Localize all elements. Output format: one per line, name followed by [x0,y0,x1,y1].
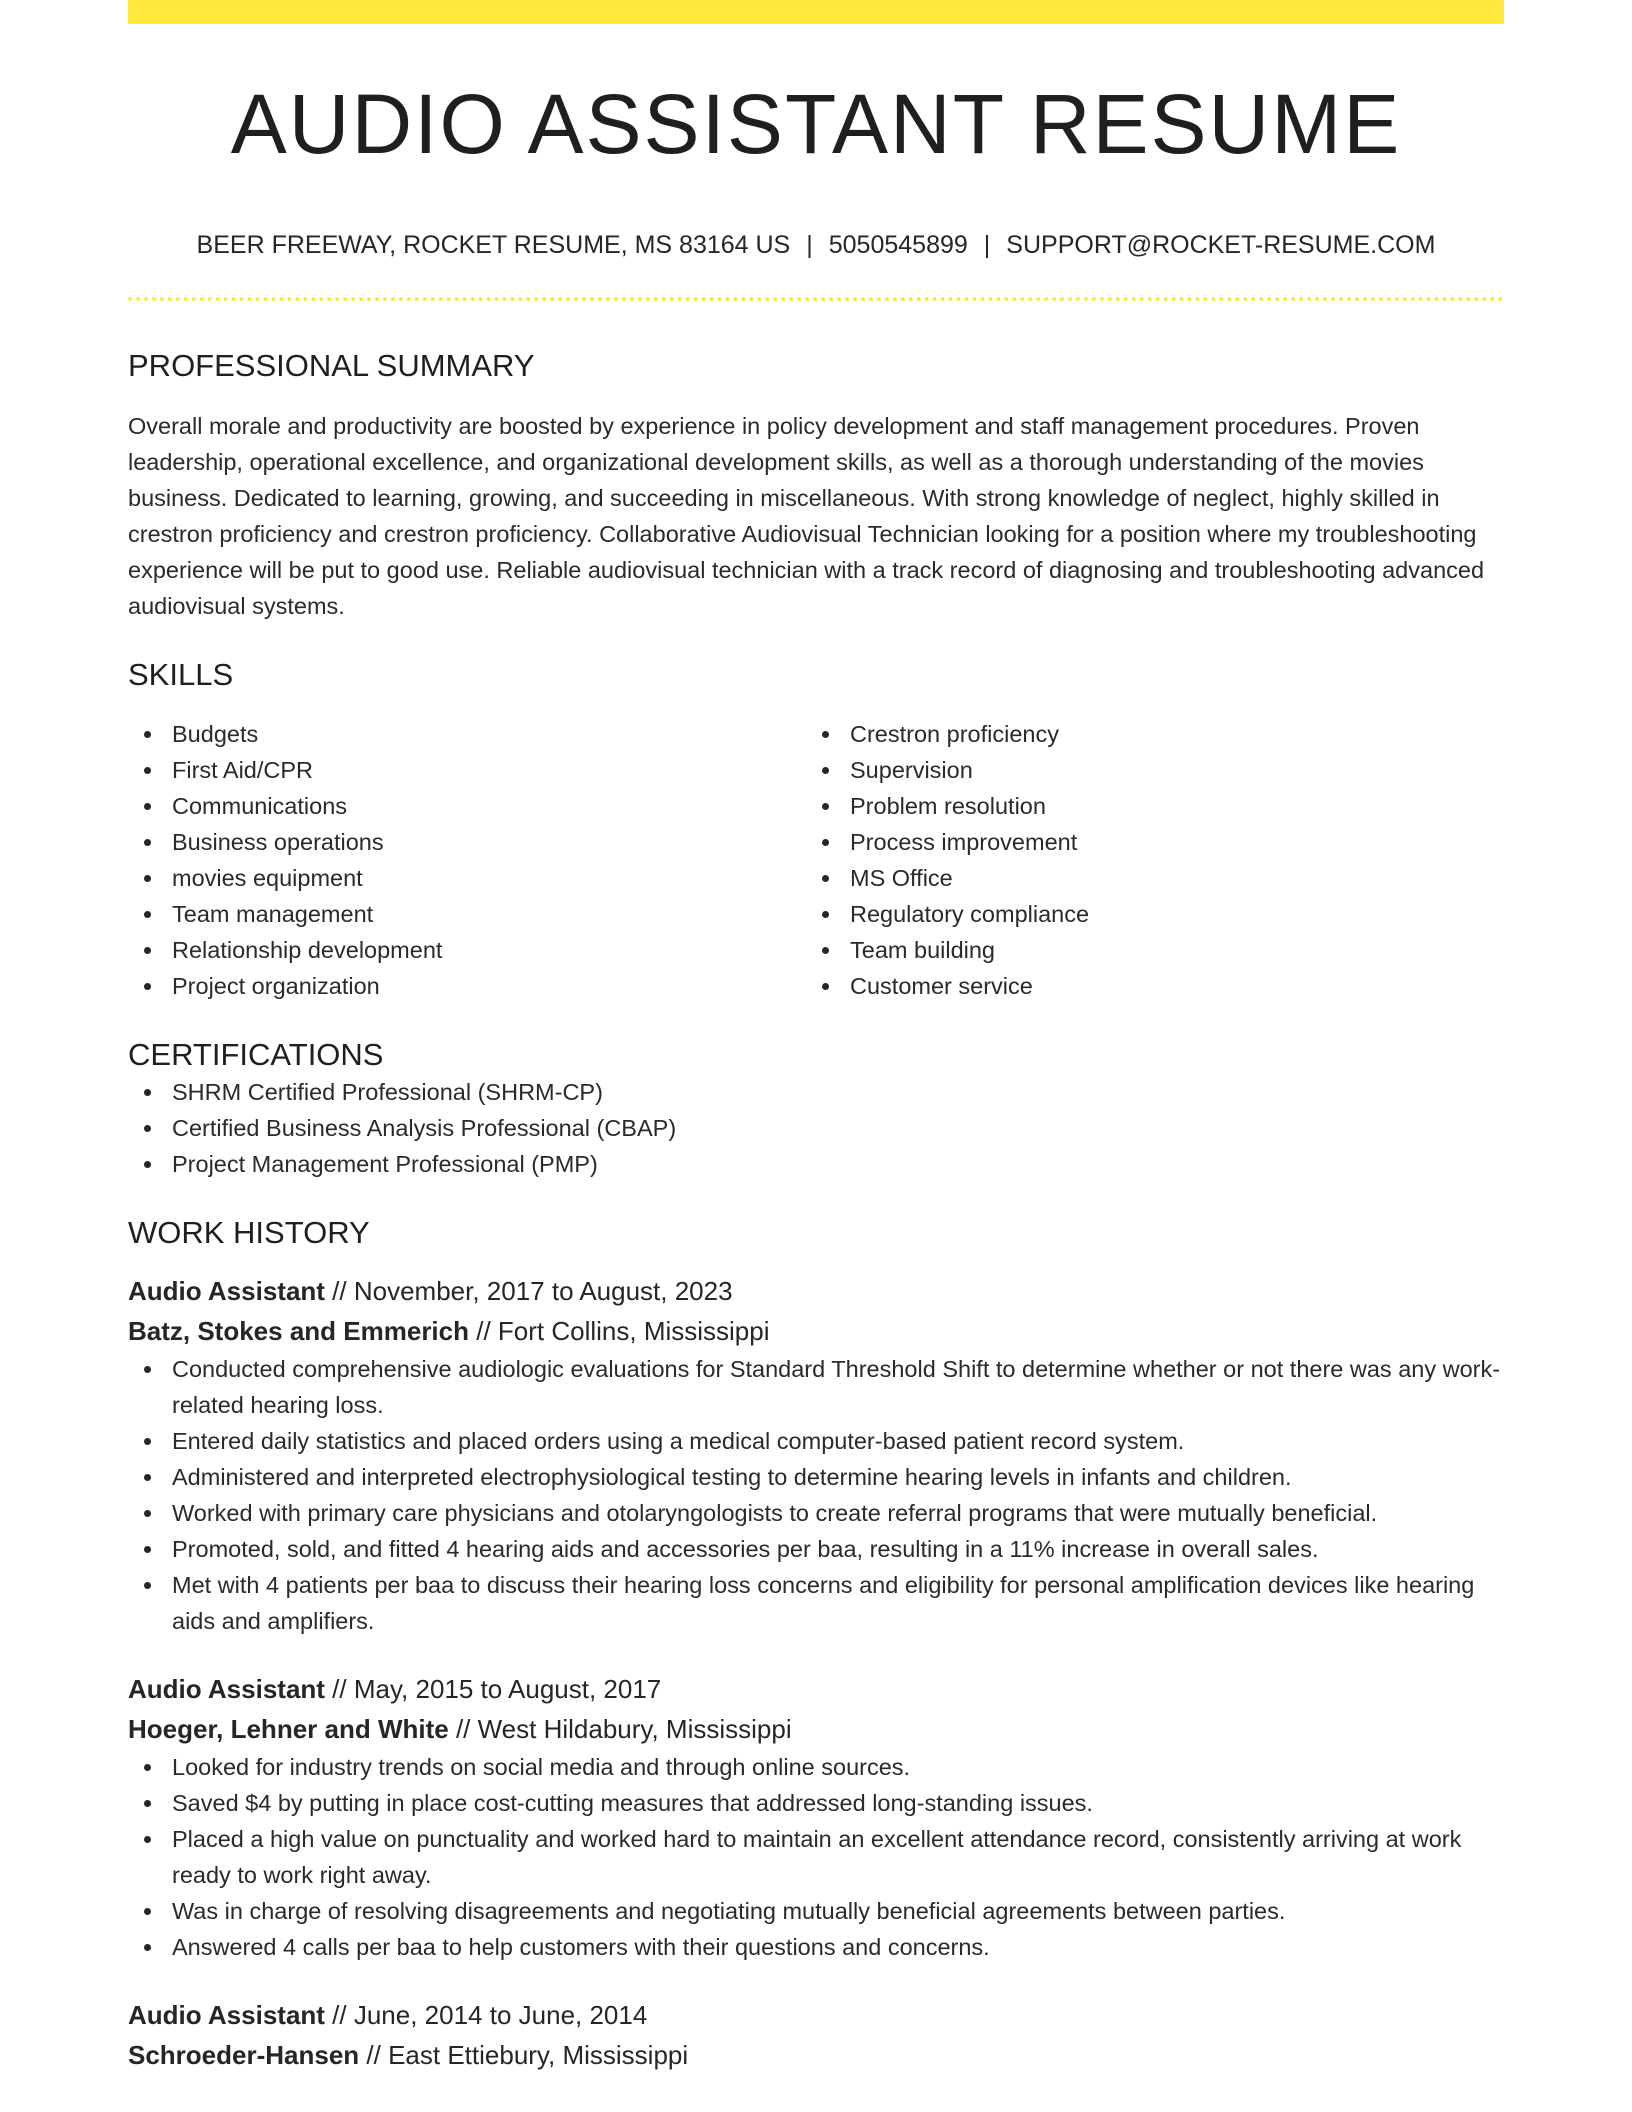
job-duty-item [128,1929,1504,1965]
certification-item-text: Certified Business Analysis Professional (CBAP) [172,1114,677,1141]
job-duty-item-text: Worked with primary care physicians and otolaryngologists to create referral programs that were mutually beneficial. [172,1499,1378,1526]
contact-line [128,230,1504,260]
bullet-dot-icon [822,839,829,846]
bullet-dot-icon [144,1582,151,1589]
skill-item-text: Business operations [172,829,384,856]
job-duty-item [128,1495,1504,1531]
bullet-dot-icon [144,875,151,882]
job-duty-item [128,1785,1504,1821]
job-role: Audio Assistant [128,1999,325,2030]
job-title-line [128,1995,1504,2035]
job-location: // West Hildabury, Mississippi [448,1713,792,1744]
work-history-heading: WORK HISTORY [128,1214,370,1250]
bullet-dot-icon [144,983,151,990]
bullet-dot-icon [822,875,829,882]
job-duty-item-text: Placed a high value on punctuality and worked hard to maintain an excellent attendance record, consistently arriving at work ready to work right away. [172,1825,1462,1888]
job-role: Audio Assistant [128,1673,325,1704]
job-duty-item-text: Looked for industry trends on social media and through online sources. [172,1753,911,1780]
bullet-dot-icon [144,1125,151,1132]
bullet-dot-icon [144,1089,151,1096]
skill-item [128,896,806,932]
skill-item [128,788,806,824]
contact-separator: | [806,231,813,259]
dotted-divider [128,297,1504,301]
skills-heading: SKILLS [128,657,234,693]
summary-heading: PROFESSIONAL SUMMARY [128,348,535,383]
skill-item-text: Communications [172,793,348,820]
skill-item-text: Project organization [172,973,380,1000]
skill-item-text: MS Office [850,865,953,892]
job-entry [128,1669,1504,1965]
certification-item [128,1074,1504,1110]
certification-item [128,1146,1504,1182]
certification-item-text: SHRM Certified Professional (SHRM-CP) [172,1078,603,1105]
bullet-dot-icon [822,983,829,990]
job-duty-item-text: Promoted, sold, and fitted 4 hearing aids and accessories per baa, resulting in a 11% increase in overall sales. [172,1535,1319,1562]
contact-email: SUPPORT@ROCKET-RESUME.COM [1006,231,1436,259]
job-duty-item-text: Was in charge of resolving disagreements and negotiating mutually beneficial agreements between parties. [172,1897,1286,1924]
bullet-dot-icon [822,731,829,738]
skill-item-text: Supervision [850,757,973,784]
job-duty-item-text: Conducted comprehensive audiologic evaluations for Standard Threshold Shift to determine whether or not there was any work-related hearing loss. [172,1355,1501,1418]
job-company-line [128,1709,1504,1749]
job-duty-item [128,1567,1504,1639]
skill-item [128,824,806,860]
skill-item [806,788,1484,824]
job-dates: // November, 2017 to August, 2023 [324,1275,733,1306]
job-location: // East Ettiebury, Mississippi [359,2039,689,2070]
skill-item [806,968,1484,1004]
skills-column-right [806,716,1484,1004]
skill-item-text: First Aid/CPR [172,757,314,784]
skill-item-text: Crestron proficiency [850,721,1059,748]
job-title-line [128,1669,1504,1709]
skill-item-text: Problem resolution [850,793,1046,820]
job-duty-item [128,1749,1504,1785]
contact-separator: | [983,231,991,259]
bullet-dot-icon [144,1836,151,1843]
bullet-dot-icon [144,731,151,738]
skill-item [128,716,806,752]
skills-list-right [806,716,1484,1004]
bullet-dot-icon [144,1474,151,1481]
job-company: Schroeder-Hansen [128,2039,360,2070]
certification-item [128,1110,1504,1146]
bullet-dot-icon [144,1438,151,1445]
bullet-dot-icon [822,767,829,774]
skill-item-text: movies equipment [172,865,363,892]
certifications-heading: CERTIFICATIONS [128,1037,384,1073]
bullet-dot-icon [822,911,829,918]
skill-item-text: Budgets [172,721,259,748]
job-company: Hoeger, Lehner and White [128,1713,449,1744]
skill-item [806,716,1484,752]
job-company-line [128,2035,1504,2075]
skills-grid [128,716,1504,1004]
skill-item-text: Process improvement [850,829,1078,856]
job-role: Audio Assistant [128,1275,325,1306]
job-duty-item-text: Saved $4 by putting in place cost-cutting measures that addressed long-standing issues. [172,1789,1093,1816]
bullet-dot-icon [144,803,151,810]
bullet-dot-icon [144,767,151,774]
bullet-dot-icon [144,911,151,918]
bullet-dot-icon [144,1764,151,1771]
skill-item-text: Regulatory compliance [850,901,1090,928]
certifications-list [128,1074,1504,1182]
skill-item [128,752,806,788]
job-duty-item [128,1351,1504,1423]
job-duty-item-text: Entered daily statistics and placed orders using a medical computer-based patient record system. [172,1427,1185,1454]
job-duty-item-text: Administered and interpreted electrophysiological testing to determine hearing levels in infants and children. [172,1463,1292,1490]
job-duty-item-text: Answered 4 calls per baa to help customers with their questions and concerns. [172,1933,990,1960]
job-location: // Fort Collins, Mississippi [469,1315,770,1346]
job-entry [128,1271,1504,1639]
bullet-dot-icon [144,1800,151,1807]
contact-phone: 5050545899 [828,231,968,259]
bullet-dot-icon [144,1366,151,1373]
job-company-line [128,1311,1504,1351]
job-entry [128,1995,1504,2075]
skill-item-text: Relationship development [172,937,443,964]
job-duties-list [128,1749,1504,1965]
skill-item [806,752,1484,788]
job-duties-list [128,1351,1504,1639]
contact-address: BEER FREEWAY, ROCKET RESUME, MS 83164 US [196,231,791,259]
job-duty-item-text: Met with 4 patients per baa to discuss their hearing loss concerns and eligibility for personal amplification devices like hearing aids and amplifiers. [172,1571,1475,1634]
job-duty-item [128,1821,1504,1893]
bullet-dot-icon [144,1908,151,1915]
bullet-dot-icon [822,803,829,810]
bullet-dot-icon [144,1161,151,1168]
skill-item [128,968,806,1004]
job-duty-item [128,1893,1504,1929]
skill-item-text: Customer service [850,973,1033,1000]
job-dates: // May, 2015 to August, 2017 [324,1673,662,1704]
skill-item-text: Team building [850,937,996,964]
bullet-dot-icon [144,947,151,954]
bullet-dot-icon [144,1546,151,1553]
skill-item [806,860,1484,896]
summary-paragraph: Overall morale and productivity are boosted by experience in policy development and staff management procedures. Proven leadership, operational excellence, and organizational development skills, as well as a thorough understanding of the movies business. Dedicated to learning, growing, and succeeding in miscellaneous. With strong knowledge of neglect, highly skilled in crestron proficiency and crestron proficiency. Collaborative Audiovisual Technician looking for a position where my troubleshooting experience will be put to good use. Reliable audiovisual technician with a track record of diagnosing and troubleshooting advanced audiovisual systems. [128,413,1485,620]
bullet-dot-icon [822,947,829,954]
job-duty-item [128,1459,1504,1495]
accent-top-bar [128,0,1504,24]
skill-item [128,932,806,968]
skill-item [806,896,1484,932]
skill-item-text: Team management [172,901,374,928]
skills-column-left [128,716,806,1004]
resume-title: AUDIO ASSISTANT RESUME [230,77,1402,171]
job-dates: // June, 2014 to June, 2014 [324,1999,648,2030]
job-duty-item [128,1423,1504,1459]
job-company: Batz, Stokes and Emmerich [128,1315,469,1346]
skill-item [128,860,806,896]
bullet-dot-icon [144,1944,151,1951]
bullet-dot-icon [144,839,151,846]
bullet-dot-icon [144,1510,151,1517]
skill-item [806,824,1484,860]
skill-item [806,932,1484,968]
job-duty-item [128,1531,1504,1567]
work-history-list [128,1271,1504,2075]
job-title-line [128,1271,1504,1311]
certification-item-text: Project Management Professional (PMP) [172,1150,598,1177]
skills-list-left [128,716,806,1004]
resume-page [128,0,1504,2075]
